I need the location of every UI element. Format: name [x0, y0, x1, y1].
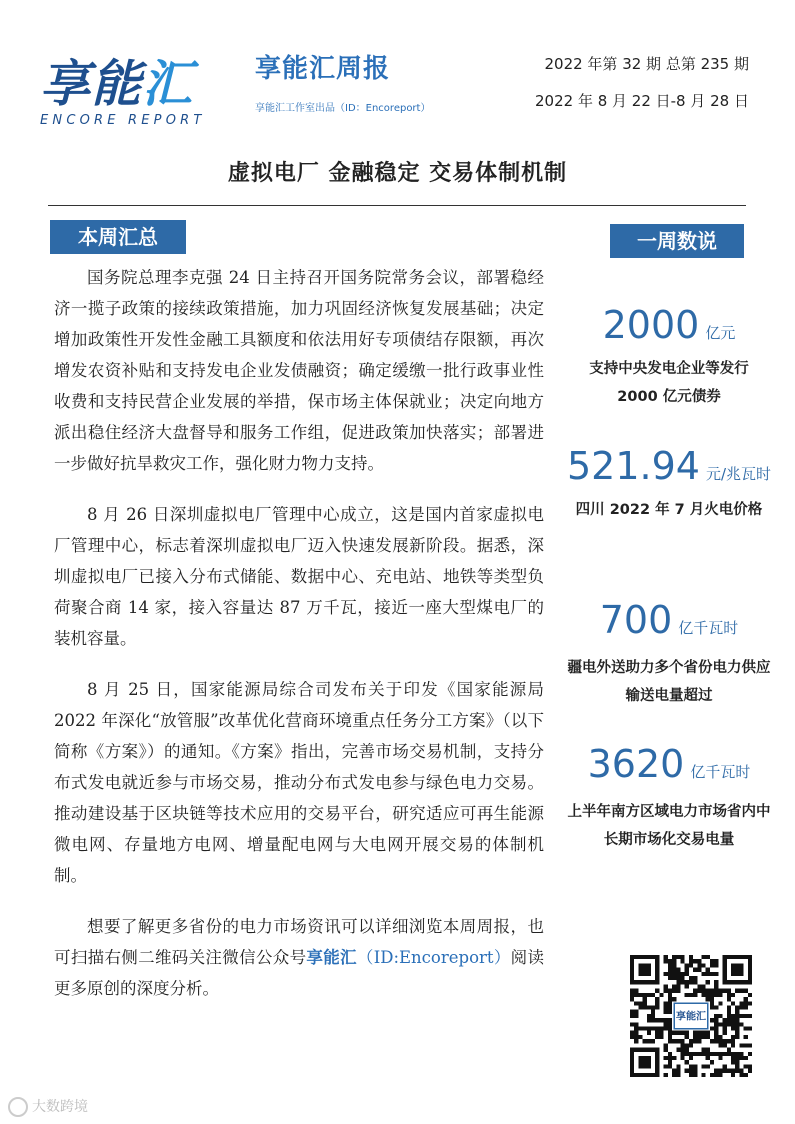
qr-center-logo: 享能汇	[675, 1011, 707, 1023]
issue-info	[535, 46, 749, 120]
stat-description: 长期市场化交易电量	[603, 832, 735, 848]
watermark: 大数跨境	[8, 1096, 88, 1117]
stat-item	[548, 303, 790, 411]
stat-unit: 亿千瓦时	[678, 619, 739, 637]
stat-number: 3620	[587, 742, 685, 786]
stat-number: 2000	[602, 303, 700, 347]
wechat-account-name: 享能汇	[306, 948, 357, 967]
page-headline: 虚拟电厂 金融稳定 交易体制机制	[227, 161, 568, 186]
stat-item	[548, 444, 790, 524]
qr-code[interactable]	[630, 955, 752, 1077]
stat-unit: 亿千瓦时	[690, 763, 751, 781]
summary-paragraph: 国务院总理李克强 24 日主持召开国务院常务会议，部署稳经济一揽子政策的接续政策措施，加力巩固经济恢复发展基础；决定增加政策性开发性金融工具额度和依法用好专项债结存限额，再次增发农资补贴和支持发电企业发债融资；确定缓缴一批行政事业性收费和支持民营企业发展的举措，保市场主体保就业；决定向地方派出稳住经济大盘督导和服务工作组，促进政策加快落实；部署进一步做好抗旱救灾工作，强化财力物力支持。	[54, 268, 544, 473]
stat-unit: 亿元	[705, 324, 736, 342]
summary-body	[54, 262, 544, 1024]
watermark-icon	[8, 1097, 28, 1117]
wechat-account-id: （ID:Encoreport）	[356, 948, 511, 967]
summary-paragraph: 8 月 25 日，国家能源局综合司发布关于印发《国家能源局 2022 年深化“放管服”改革优化营商环境重点任务分工方案》（以下简称《方案》）的通知。《方案》指出，完善市场交易机制，支持分布式发电就近参与市场交易，推动分布式发电参与绿色电力交易。推动建设基于区块链等技术应用的交易平台，研究适应可再生能源微电网、存量地方电网、增量配电网与大电网开展交易的体制机制。	[54, 680, 544, 885]
stat-item	[548, 742, 790, 854]
closing-paragraph: 想要了解更多省份的电力市场资讯可以详细浏览本周周报，也可扫描右侧二维码关注微信公众号享能汇（ID:Encoreport）阅读更多原创的深度分析。	[54, 917, 544, 998]
stat-item	[548, 598, 790, 710]
stat-description: 四川 2022 年 7 月火电价格	[575, 502, 763, 518]
stat-unit: 元/兆瓦时	[705, 465, 772, 483]
brand-logo	[40, 55, 225, 130]
logo-subtitle: ENCORE REPORT	[40, 113, 206, 128]
logo-wordmark: 享能汇	[40, 55, 193, 113]
stat-description: 输送电量超过	[625, 688, 713, 704]
section-label-summary: 本周汇总	[50, 220, 186, 254]
stat-description: 2000 亿元债券	[617, 389, 721, 405]
issue-number: 2022 年第 32 期 总第 235 期	[544, 55, 749, 73]
section-label-stats: 一周数说	[610, 224, 744, 258]
header-divider	[48, 205, 746, 206]
stat-number: 521.94	[566, 444, 700, 488]
stat-description: 支持中央发电企业等发行	[589, 361, 749, 377]
issue-date-range: 2022 年 8 月 22 日-8 月 28 日	[535, 92, 749, 110]
summary-paragraph: 8 月 26 日深圳虚拟电厂管理中心成立，这是国内首家虚拟电厂管理中心，标志着深圳虚拟电厂迈入快速发展新阶段。据悉，深圳虚拟电厂已接入分布式储能、数据中心、充电站、地铁等类型负荷聚合商 14 家，接入容量达 87 万千瓦，接近一座大型煤电厂的装机容量。	[54, 505, 544, 648]
stat-number: 700	[599, 598, 673, 642]
publication-subtitle: 享能汇工作室出品（ID：Encoreport）	[255, 103, 431, 114]
stat-description: 疆电外送助力多个省份电力供应	[567, 660, 771, 676]
stat-description: 上半年南方区域电力市场省内中	[567, 804, 771, 820]
publication-title: 享能汇周报	[255, 54, 391, 84]
